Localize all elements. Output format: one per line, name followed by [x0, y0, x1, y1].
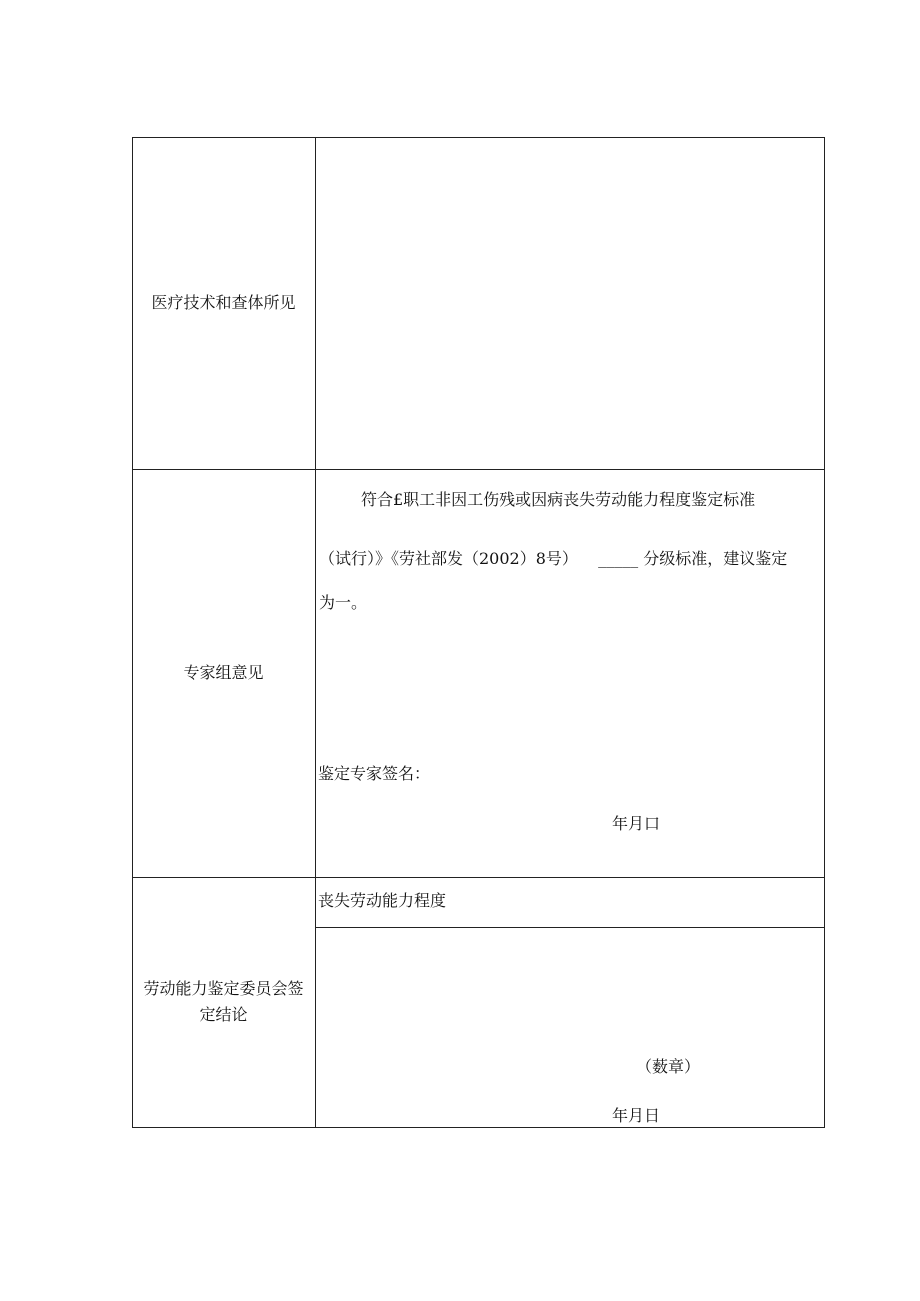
expert-date: 年月口 [612, 814, 661, 833]
table-bottom-border [132, 1127, 825, 1128]
committee-conclusion-label [132, 877, 315, 1127]
expert-opinion-line3: 为一。 [319, 593, 368, 612]
expert-opinion-line2 [319, 548, 787, 570]
expert-opinion-label: 专家组意见 [183, 663, 264, 682]
medical-findings-cell[interactable] [316, 138, 824, 469]
medical-findings-label: 医疗技术和查体所见 [151, 293, 296, 312]
expert-signature-label: 鉴定专家签名： [318, 764, 431, 783]
degree-of-incapacity-label: 丧失劳动能力程度 [318, 891, 447, 910]
seal-text: （薮章） [636, 1057, 701, 1076]
appraisal-form-table [132, 137, 825, 1128]
committee-label-line1: 劳动能力鉴定委员会签 [143, 979, 304, 998]
standard-reference-text: （试行）》《劳社部发（2002）8号） [319, 549, 578, 568]
table-right-border [824, 137, 825, 1128]
grading-standard-text: 分级标准，建议鉴定 [643, 549, 788, 568]
grade-blank-field[interactable]: _____ [598, 549, 639, 568]
committee-date: 年月日 [612, 1106, 661, 1125]
row-divider-degree [315, 927, 825, 928]
committee-label-line2: 定结论 [199, 1005, 248, 1024]
expert-opinion-line1: 符合£职工非因工伤残或因病丧失劳动能力程度鉴定标准 [361, 490, 756, 509]
